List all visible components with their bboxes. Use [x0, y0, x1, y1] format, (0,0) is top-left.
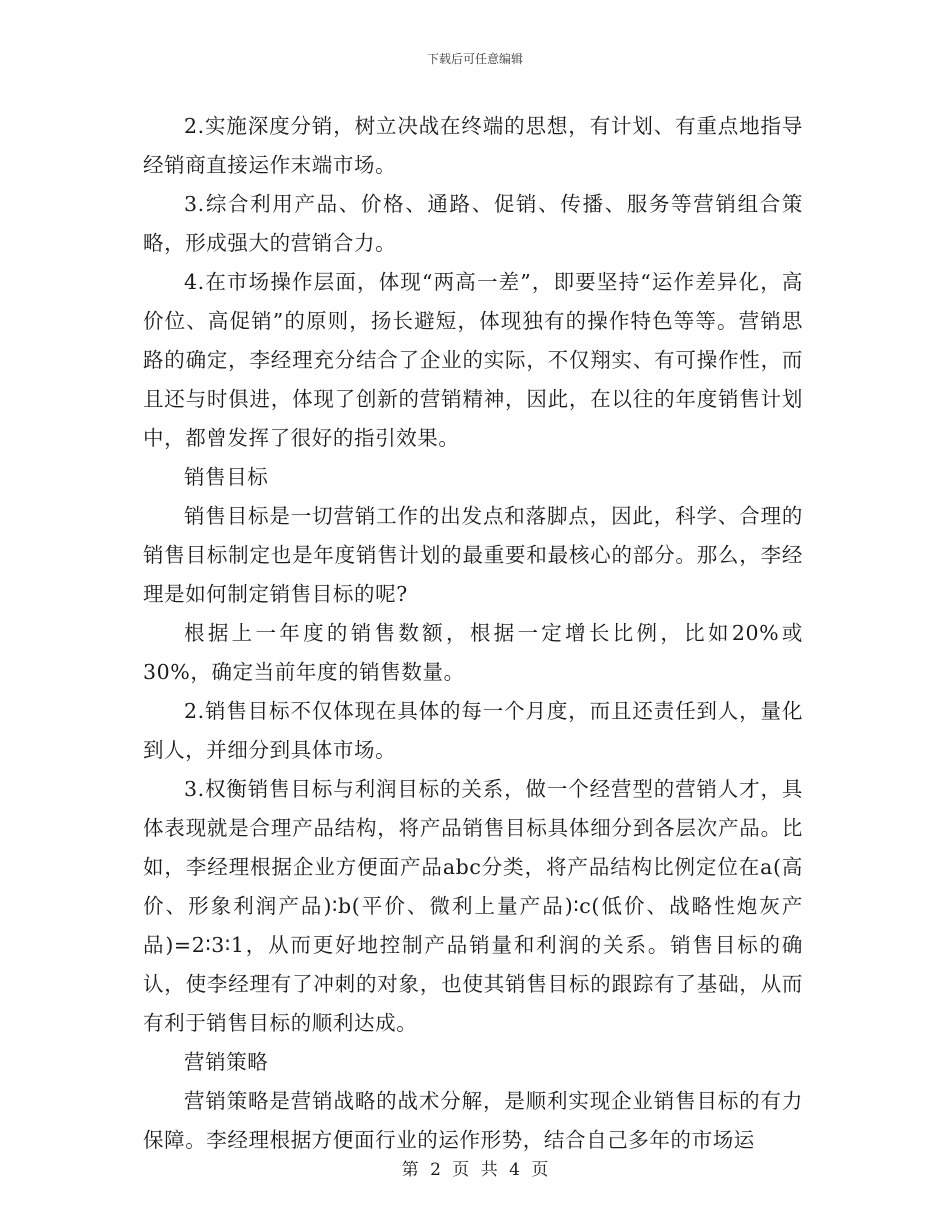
paragraph-8: 营销策略是营销战略的战术分解，是顺利实现企业销售目标的有力保障。李经理根据方便面行业的运作形势，结合自己多年的市场运 — [143, 1089, 803, 1152]
paragraph-1: 2.实施深度分销，树立决战在终端的思想，有计划、有重点地指导经销商直接运作末端市场。 — [143, 114, 803, 177]
paragraph-3: 4.在市场操作层面，体现“两高一差”，即要坚持“运作差异化，高价位、高促销”的原则，扬长避短，体现独有的操作特色等等。营销思路的确定，李经理充分结合了企业的实际，不仅翔实、有可操作性，而且还与时俱进，体现了创新的营销精神，因此，在以往的年度销售计划中，都曾发挥了很好的指引效果。 — [143, 270, 803, 450]
section-heading-marketing-strategy: 营销策略 — [184, 1050, 269, 1074]
document-body — [143, 107, 803, 1160]
paragraph-2: 3.综合利用产品、价格、通路、促销、传播、服务等营销组合策略，形成强大的营销合力。 — [143, 192, 803, 255]
paragraph-6: 2.销售目标不仅体现在具体的每一个月度，而且还责任到人，量化到人，并细分到具体市场。 — [143, 699, 803, 762]
page-header: 下载后可任意编辑 — [426, 52, 523, 66]
paragraph-7: 3.权衡销售目标与利润目标的关系，做一个经营型的营销人才，具体表现就是合理产品结构，将产品销售目标具体细分到各层次产品。比如，李经理根据企业方便面产品abc分类，将产品结构比例定位在a(高价、形象利润产品)∶b(平价、微利上量产品)∶c(低价、战略性炮灰产品)=2∶3∶1，从而更好地控制产品销量和利润的关系。销售目标的确认，使李经理有了冲刺的对象，也使其销售目标的跟踪有了基础，从而有利于销售目标的顺利达成。 — [143, 777, 803, 1035]
paragraph-5: 根据上一年度的销售数额，根据一定增长比例，比如20%或30%，确定当前年度的销售数量。 — [143, 621, 803, 684]
paragraph-4: 销售目标是一切营销工作的出发点和落脚点，因此，科学、合理的销售目标制定也是年度销售计划的最重要和最核心的部分。那么，李经理是如何制定销售目标的呢? — [143, 504, 803, 606]
page-footer: 第 2 页 共 4 页 — [401, 1160, 549, 1180]
section-heading-sales-target: 销售目标 — [184, 465, 269, 489]
